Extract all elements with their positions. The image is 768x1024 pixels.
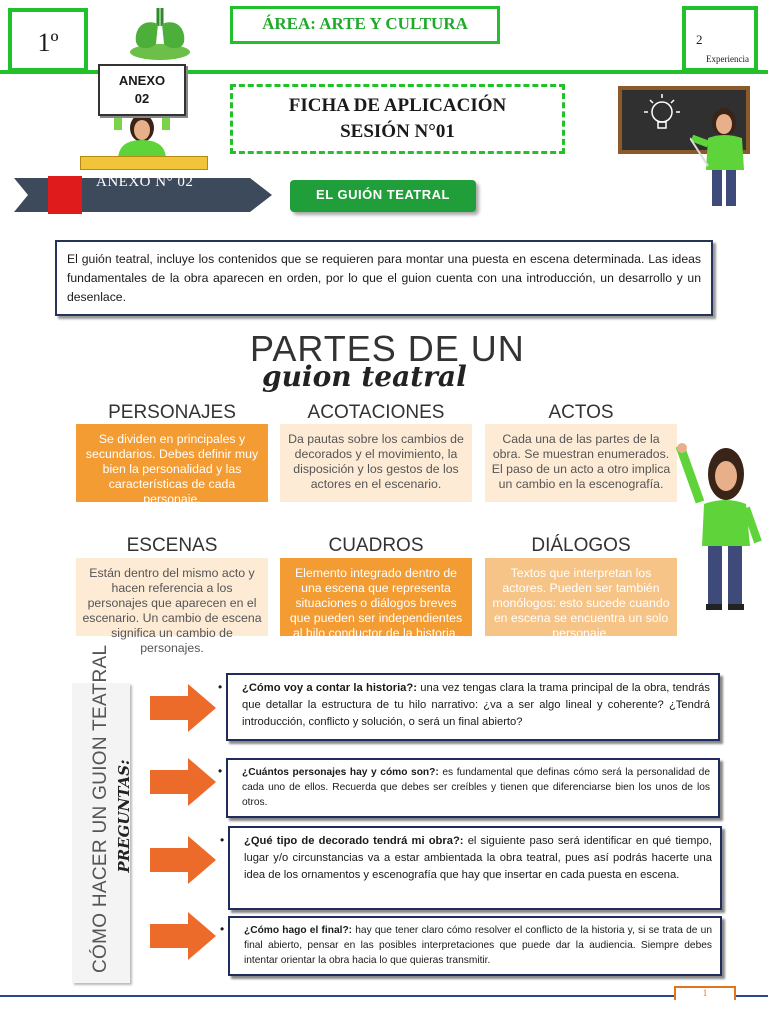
part-title: CUADROS	[328, 535, 424, 556]
podium	[80, 156, 208, 170]
lungs-icon	[128, 4, 192, 62]
bullet: •	[218, 680, 223, 694]
how-to-subtitle: PREGUNTAS:	[115, 759, 133, 873]
part-description: Textos que interpretan los actores. Pueden ser también monólogos: esto sucede cuando en escena se encuentra un solo personaje.	[485, 558, 677, 636]
area-title: ÁREA: ARTE Y CULTURA	[230, 6, 500, 44]
part-title: ACTOS	[548, 402, 614, 423]
how-to-title: CÓMO HACER UN GUION TEATRAL	[90, 644, 111, 973]
question-box	[218, 673, 720, 741]
teacher-figure-board	[690, 104, 752, 210]
part-description: Da pautas sobre los cambios de decorados y el movimiento, la disposición y los gestos de los actores en el escenario.	[280, 424, 472, 502]
intro-paragraph: El guión teatral, incluye los contenidos que se requieren para montar una puesta en escena determinada. Las ideas fundamentales de la obra aparecen en orden, por lo que el guion cuenta con una introducción, un desarrollo y un desenlace.	[55, 240, 713, 316]
teacher-figure-waving	[676, 442, 762, 614]
bullet: •	[218, 764, 223, 778]
part-description: Cada una de las partes de la obra. Se muestran enumerados. El paso de un acto a otro implica un cambio en la escenografía.	[485, 424, 677, 502]
arrow-right-icon	[150, 758, 216, 806]
anexo-sign-line2: 02	[134, 91, 150, 106]
bullet: •	[220, 922, 225, 936]
answer-text: el siguiente paso será identificar en qué tiempo, lugar y/o circunstancias va a estar ambientada la obra teatral, pues así podrás hacerte una idea de los ornamentos y escenografía que hay que insertar en cada puesta en escena.	[244, 835, 713, 881]
experiencia-box	[682, 6, 758, 72]
anexo-banner-label: ANEXO N° 02	[96, 174, 194, 190]
anexo-sign-line1: ANEXO	[118, 73, 166, 88]
part-description: Se dividen en principales y secundarios. Debes definir muy bien la personalidad y las características de cada personaje.	[76, 424, 268, 502]
question-text: ¿Cómo hago el final?:	[244, 925, 353, 936]
experiencia-label: Experiencia	[706, 54, 749, 64]
ficha-title-box	[230, 84, 565, 154]
arrow-right-icon	[150, 912, 216, 960]
question-text: ¿Cómo voy a contar la historia?:	[242, 682, 417, 694]
question-box	[220, 916, 722, 976]
anexo-sign	[98, 64, 186, 116]
answer-text: una vez tengas clara la trama principal de la obra, tendrás que detallar la estructura de tu hilo narrativo: ¿va a ser algo lineal y coherente? ¿Tendrá introducción, conflicto y solución, o será un final abierto?	[242, 682, 710, 728]
grade-box	[8, 8, 88, 72]
footer-rule	[0, 995, 768, 997]
question-text: ¿Cuántos personajes hay y cómo son?:	[242, 767, 439, 778]
answer-text: es fundamental que definas cómo será la personalidad de cada uno de ellos. Recuerda que debes ser creíbles y tienen que diferenciarse bien los unos de los otros.	[242, 767, 710, 808]
bullet: •	[220, 833, 225, 847]
answer-text: hay que tener claro cómo resolver el conflicto de la historia y, si se trata de un final abierto, pensar en las posibles interpretaciones que puede dar la audiencia. Siempre debes intentar orientar la obra hacia lo que quieras transmitir.	[244, 925, 712, 966]
topic-label-guion-teatral: EL GUIÓN TEATRAL	[290, 180, 476, 212]
session-title: SESIÓN N°01	[340, 121, 455, 142]
how-to-panel	[72, 644, 133, 983]
infographic-subtitle: guion teatral	[262, 360, 467, 393]
part-title: ESCENAS	[126, 535, 218, 556]
ficha-title: FICHA DE APLICACIÓN	[288, 95, 507, 116]
question-box	[218, 758, 720, 818]
question-text: ¿Qué tipo de decorado tendrá mi obra?:	[244, 835, 464, 847]
question-box	[220, 826, 722, 910]
arrow-right-icon	[150, 836, 216, 884]
part-description: Elemento integrado dentro de una escena que representa situaciones o diálogos breves que pueden ser independientes al hilo conductor de la historia.	[280, 558, 472, 636]
page-number: 1	[674, 986, 736, 1000]
part-description: Están dentro del mismo acto y hacen referencia a los personajes que aparecen en el escenario. Un cambio de escena significa un cambio de personajes.	[76, 558, 268, 636]
experiencia-number: 2	[696, 32, 703, 47]
infographic-title: PARTES DE UN	[250, 328, 525, 369]
arrow-right-icon	[150, 684, 216, 732]
part-title: PERSONAJES	[108, 402, 236, 423]
part-title: DIÁLOGOS	[531, 535, 631, 556]
grade-label: 1º	[37, 28, 59, 57]
part-title: ACOTACIONES	[307, 402, 445, 423]
